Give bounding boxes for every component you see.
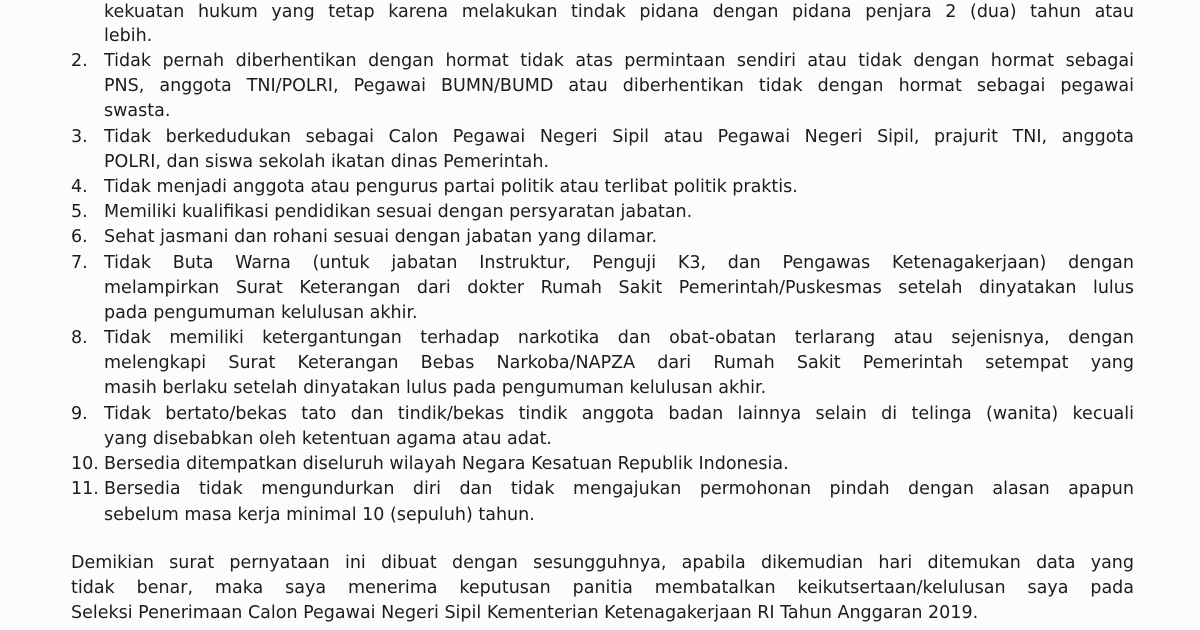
requirement-text-line: PNS, anggota TNI/POLRI, Pegawai BUMN/BUMD atau diberhentikan tidak dengan hormat sebagai pegawai [104, 76, 1134, 96]
requirement-number: 8. [71, 328, 88, 348]
requirement-text-line: Bersedia ditempatkan diseluruh wilayah Negara Kesatuan Republik Indonesia. [104, 454, 789, 474]
requirement-number: 9. [71, 404, 88, 424]
requirement-number: 2. [71, 51, 88, 71]
requirement-number: 6. [71, 227, 88, 247]
closing-paragraph-line: tidak benar, maka saya menerima keputusan panitia membatalkan keikutsertaan/kelulusan saya pada [71, 578, 1134, 598]
requirement-text-line: Tidak Buta Warna (untuk jabatan Instruktur, Penguji K3, dan Pengawas Ketenagakerjaan) dengan [104, 253, 1134, 273]
requirement-1-continued-line: lebih. [104, 26, 153, 46]
requirement-text-line: Tidak berkedudukan sebagai Calon Pegawai Negeri Sipil atau Pegawai Negeri Sipil, prajurit TNI, anggota [104, 127, 1134, 147]
requirement-text-line: melampirkan Surat Keterangan dari dokter Rumah Sakit Pemerintah/Puskesmas setelah dinyatakan lulus [104, 278, 1134, 298]
requirement-text-line: Sehat jasmani dan rohani sesuai dengan jabatan yang dilamar. [104, 227, 658, 247]
requirement-text-line: Memiliki kualifikasi pendidikan sesuai dengan persyaratan jabatan. [104, 202, 693, 222]
requirement-text-line: Tidak bertato/bekas tato dan tindik/bekas tindik anggota badan lainnya selain di telinga (wanita) kecuali [104, 404, 1134, 424]
requirement-number: 7. [71, 253, 88, 273]
closing-paragraph-line: Demikian surat pernyataan ini dibuat dengan sesungguhnya, apabila dikemudian hari ditemukan data yang [71, 553, 1134, 573]
requirement-number: 11. [71, 479, 99, 499]
requirement-number: 3. [71, 127, 88, 147]
requirement-text-line: sebelum masa kerja minimal 10 (sepuluh) tahun. [104, 505, 535, 525]
requirement-text-line: melengkapi Surat Keterangan Bebas Narkoba/NAPZA dari Rumah Sakit Pemerintah setempat yang [104, 353, 1134, 373]
requirement-text-line: masih berlaku setelah dinyatakan lulus pada pengumuman kelulusan akhir. [104, 378, 767, 398]
requirement-text-line: Tidak menjadi anggota atau pengurus partai politik atau terlibat politik praktis. [104, 177, 798, 197]
requirement-number: 5. [71, 202, 88, 222]
requirement-1-continued-line: kekuatan hukum yang tetap karena melakukan tindak pidana dengan pidana penjara 2 (dua) tahun atau [104, 2, 1134, 22]
requirement-text-line: POLRI, dan siswa sekolah ikatan dinas Pemerintah. [104, 152, 550, 172]
requirement-text-line: yang disebabkan oleh ketentuan agama atau adat. [104, 429, 552, 449]
requirement-text-line: Bersedia tidak mengundurkan diri dan tidak mengajukan permohonan pindah dengan alasan apapun [104, 479, 1134, 499]
closing-paragraph-line: Seleksi Penerimaan Calon Pegawai Negeri Sipil Kementerian Ketenagakerjaan RI Tahun Anggaran 2019. [71, 603, 979, 623]
requirement-text-line: Tidak pernah diberhentikan dengan hormat tidak atas permintaan sendiri atau tidak dengan hormat sebagai [104, 51, 1134, 71]
requirement-number: 4. [71, 177, 88, 197]
requirement-number: 10. [71, 454, 99, 474]
requirement-text-line: pada pengumuman kelulusan akhir. [104, 303, 418, 323]
requirement-text-line: Tidak memiliki ketergantungan terhadap narkotika dan obat-obatan terlarang atau sejenisnya, dengan [104, 328, 1134, 348]
requirement-text-line: swasta. [104, 101, 171, 121]
